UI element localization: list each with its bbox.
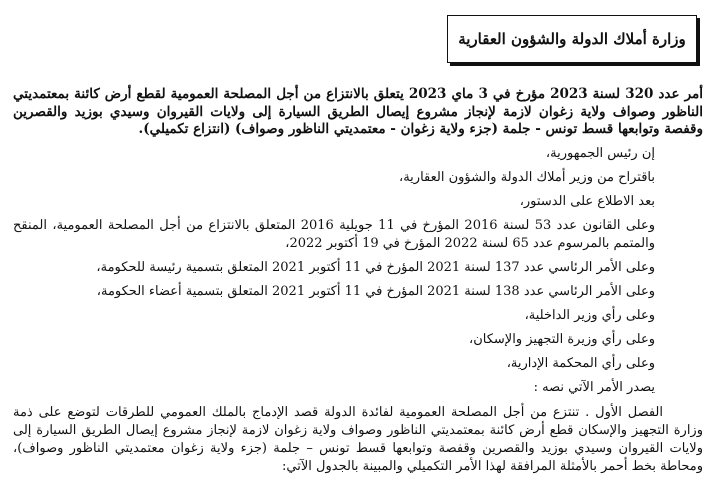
law-reference: وعلى القانون عدد 53 لسنة 2016 المؤرخ في 11 جويلية 2016 المتعلق بالانتزاع من أجل المصلحة العمومية، المنقح والمتمم بالمرسوم عدد 65 لسنة 2022 المؤرخ في 19 أكتوبر 2022،: [13, 217, 656, 251]
visa-line: وعلى الأمر الرئاسي عدد 137 لسنة 2021 المؤرخ في 11 أكتوبر 2021 المتعلق بتسمية رئيسة للحكومة،: [96, 259, 655, 275]
preamble-line: بعد الاطلاع على الدستور،: [519, 193, 655, 209]
visa-line: وعلى رأي وزير الداخلية،: [524, 307, 655, 323]
enactment-line: يصدر الأمر الآتي نصه :: [533, 379, 655, 395]
ministry-title: وزارة أملاك الدولة والشؤون العقارية: [458, 30, 686, 48]
decree-body: [13, 86, 703, 476]
article-one: الفصل الأول . تنتزع من أجل المصلحة العمومية لفائدة الدولة قصد الإدماج بالملك العمومي للطرقات لتوضع على ذمة وزارة التجهيز والإسكان قطع أرض كائنة بمعتمديتي الناظور وصواف ولاية زغوان لازمة لإنجاز مشروع إيصال الطريق السيارة إلى ولايات القيروان وسيدي بوزيد والقصرين وقفصة وتوابعها قسط تونس – جلمة (جزء ولاية زغوان معتمديتي الناظور وصواف)، ومحاطة بخط أحمر بالأمثلة المرافقة لهذا الأمر التكميلي والمبينة بالجدول الآتي:: [13, 404, 703, 474]
visa-line: وعلى رأي المحكمة الإدارية،: [506, 355, 655, 371]
preamble-line: باقتراح من وزير أملاك الدولة والشؤون العقارية،: [399, 169, 655, 185]
preamble-line: إن رئيس الجمهورية،: [545, 145, 655, 161]
visa-line: وعلى رأي وزيرة التجهيز والإسكان،: [469, 331, 655, 347]
decree-title: أمر عدد 320 لسنة 2023 مؤرخ في 3 ماي 2023 يتعلق بالانتزاع من أجل المصلحة العمومية لقطع أرض كائنة بمعتمديتي الناظور وصواف ولاية زغوان لازمة لإنجاز مشروع إيصال الطريق السيارة إلى ولايات القيروان وسيدي بوزيد والقصرين وقفصة وتوابعها قسط تونس - جلمة (جزء ولاية زغوان - معتمديتي الناظور وصواف) (انتزاع تكميلي).: [13, 86, 704, 137]
visa-line: وعلى الأمر الرئاسي عدد 138 لسنة 2021 المؤرخ في 11 أكتوبر 2021 المتعلق بتسمية أعضاء الحكومة،: [96, 283, 655, 299]
ministry-header-box: [447, 15, 697, 63]
